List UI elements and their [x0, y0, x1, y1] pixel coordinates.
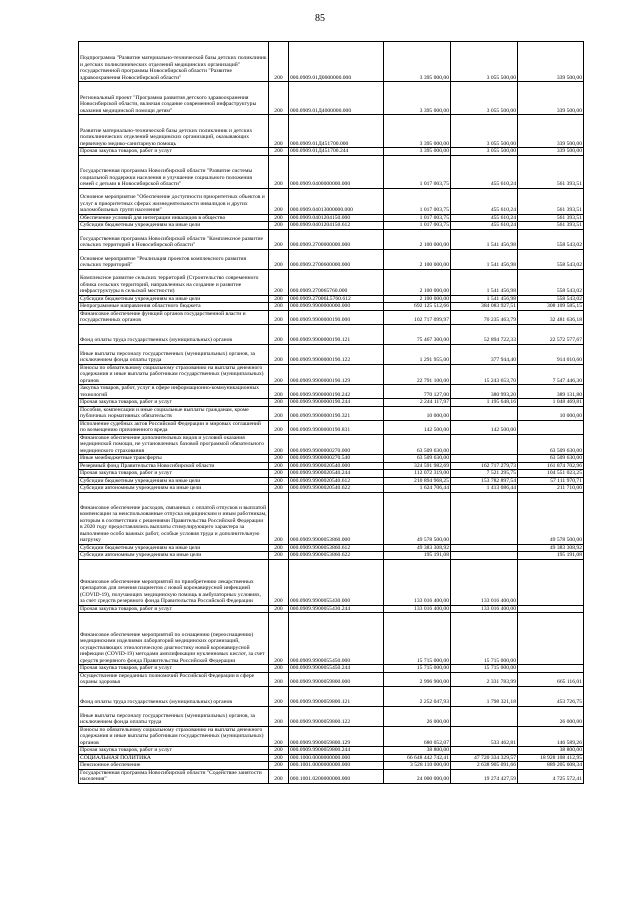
row-unexecuted-amount: 22 572 577,67 [518, 324, 584, 344]
row-classification-code: 000.0909.9900055450.244 [289, 665, 384, 673]
table-row [79, 613, 584, 665]
budget-execution-table [78, 41, 584, 784]
row-code: 200 [269, 295, 289, 303]
table-row [79, 155, 584, 188]
row-name: Прочая закупка товаров, работ и услуг [79, 665, 269, 673]
row-name: Иные межбюджетные трансферты [79, 455, 269, 463]
row-code: 200 [269, 613, 289, 665]
row-executed-amount: 1 798 321,18 [451, 686, 518, 706]
row-name: Прочая закупка товаров, работ и услуг [79, 399, 269, 407]
row-approved-amount: 24 000 000,00 [384, 769, 451, 783]
table-row [79, 148, 584, 156]
row-unexecuted-amount: 10 000,00 [518, 406, 584, 420]
row-classification-code: 000.0909.2700600000.000 [289, 249, 384, 269]
row-code: 200 [269, 544, 289, 552]
row-name: Непрограммные направления областного бюджета [79, 303, 269, 311]
row-approved-amount: 49 578 500,00 [384, 492, 451, 544]
table-row [79, 470, 584, 478]
table-row [79, 249, 584, 269]
row-name: Прочая закупка товаров, работ и услуг [79, 747, 269, 755]
row-approved-amount: 3 395 000,00 [384, 115, 451, 148]
row-executed-amount: 1 541 456,98 [451, 295, 518, 303]
row-approved-amount: 22 791 100,00 [384, 364, 451, 385]
row-unexecuted-amount: 211 710,00 [518, 485, 584, 493]
table-row [79, 229, 584, 249]
table-row [79, 492, 584, 544]
row-approved-amount: 15 715 000,00 [384, 665, 451, 673]
row-executed-amount [451, 455, 518, 463]
table-row [79, 406, 584, 420]
table-row [79, 42, 584, 82]
row-approved-amount: 2 100 000,00 [384, 229, 451, 249]
row-approved-amount: 133 016 400,00 [384, 559, 451, 605]
row-executed-amount: 384 083 927,51 [451, 303, 518, 311]
row-name: СОЦИАЛЬНАЯ ПОЛИТИКА [79, 754, 269, 762]
row-code: 200 [269, 364, 289, 385]
table-row [79, 420, 584, 434]
row-classification-code: 000.0909.9900059800.122 [289, 706, 384, 726]
row-executed-amount: 162 717 279,73 [451, 462, 518, 470]
row-unexecuted-amount [518, 613, 584, 665]
row-classification-code: 000.0909.9900059800.129 [289, 726, 384, 747]
row-name: Государственная программа Новосибирской области "Комплексное развитие сельских территорий в Новосибирской области" [79, 229, 269, 249]
row-approved-amount: 1 624 706,44 [384, 485, 451, 493]
row-approved-amount: 102 717 099,97 [384, 310, 451, 324]
row-code: 200 [269, 214, 289, 222]
row-executed-amount: 133 016 400,00 [451, 605, 518, 613]
row-executed-amount: 3 055 500,00 [451, 115, 518, 148]
row-classification-code: 000.1001.0000000000.000 [289, 762, 384, 770]
table-row [79, 214, 584, 222]
row-executed-amount: 380 993,20 [451, 385, 518, 399]
row-name: Финансовое обеспечение мероприятий по приобретению лекарственных препаратов для лечения пациентов с новой коронавирусной инфекцией (COVID-19), получающих медицинскую помощь в амбулаторных условиях, за счет средств резервного фонда Правительства Российской Федерации [79, 559, 269, 605]
row-executed-amount: 52 894 722,33 [451, 324, 518, 344]
row-executed-amount: 455 610,24 [451, 188, 518, 214]
row-approved-amount: 1 017 003,75 [384, 155, 451, 188]
row-executed-amount: 455 610,24 [451, 155, 518, 188]
row-code: 200 [269, 470, 289, 478]
row-classification-code: 000.0909.0400000000.000 [289, 155, 384, 188]
row-unexecuted-amount: 889 205 608,34 [518, 762, 584, 770]
row-name: Прочая закупка товаров, работ и услуг [79, 470, 269, 478]
row-approved-amount: 2 100 000,00 [384, 295, 451, 303]
row-unexecuted-amount: 665 116,01 [518, 672, 584, 686]
row-name: Иные выплаты персоналу государственных (муниципальных) органов, за исключением фонда оплаты труда [79, 344, 269, 364]
row-approved-amount: 1 017 003,75 [384, 222, 451, 230]
row-executed-amount: 133 016 400,00 [451, 559, 518, 605]
row-unexecuted-amount: 914 010,60 [518, 344, 584, 364]
row-approved-amount: 75 467 300,00 [384, 324, 451, 344]
row-classification-code: 000.0909.9900053860.000 [289, 492, 384, 544]
row-name: Фонд оплаты труда государственных (муниципальных) органов [79, 686, 269, 706]
row-classification-code: 000.0909.9900053860.622 [289, 552, 384, 560]
table-row [79, 769, 584, 783]
row-executed-amount: 1 541 456,98 [451, 229, 518, 249]
row-classification-code: 000.0909.9900020540.244 [289, 470, 384, 478]
row-approved-amount: 63 509 630,00 [384, 434, 451, 455]
row-name: Субсидии автономным учреждениям на иные цели [79, 485, 269, 493]
row-approved-amount: 210 894 968,25 [384, 477, 451, 485]
row-unexecuted-amount: 4 725 572,41 [518, 769, 584, 783]
table-row [79, 310, 584, 324]
row-unexecuted-amount: 7 547 446,30 [518, 364, 584, 385]
row-name: Финансовое обеспечение функций органов государственной власти и государственных органов [79, 310, 269, 324]
row-unexecuted-amount: 32 481 636,18 [518, 310, 584, 324]
table-row [79, 295, 584, 303]
row-name: Закупка товаров, работ, услуг в сфере информационно-коммуникационных технологий [79, 385, 269, 399]
row-code: 200 [269, 385, 289, 399]
row-executed-amount: 3 055 500,00 [451, 42, 518, 82]
row-code: 200 [269, 115, 289, 148]
row-name: Взносы по обязательному социальному страхованию на выплаты денежного содержания и иные выплаты работникам государственных (муниципальных) органов [79, 364, 269, 385]
row-code: 200 [269, 665, 289, 673]
row-code: 200 [269, 155, 289, 188]
table-row [79, 706, 584, 726]
row-classification-code: 000.0909.9900055430.000 [289, 559, 384, 605]
row-unexecuted-amount: 49 578 500,00 [518, 492, 584, 544]
row-classification-code: 000.0909.9900000190.121 [289, 324, 384, 344]
row-classification-code: 000.0909.0401204150.000 [289, 214, 384, 222]
row-unexecuted-amount: 38 800,00 [518, 747, 584, 755]
row-code: 200 [269, 406, 289, 420]
row-executed-amount: 153 782 897,54 [451, 477, 518, 485]
row-name: Субсидии бюджетным учреждениям на иные цели [79, 295, 269, 303]
row-unexecuted-amount: 63 509 630,00 [518, 434, 584, 455]
row-executed-amount: 47 720 334 329,57 [451, 754, 518, 762]
row-name: Финансовое обеспечение мероприятий по оснащению (переоснащению) медицинскими изделиями лабораторий медицинских организаций, осуществляющих этиологическую диагностику новой коронавирусной инфекции (COVID-19) методами амплификации нуклеиновых кислот, за счет средств резервного фонда Правительства Российской Федерации [79, 613, 269, 665]
row-code: 200 [269, 485, 289, 493]
row-executed-amount [451, 406, 518, 420]
row-approved-amount: 2 100 000,00 [384, 249, 451, 269]
row-classification-code: 000.0909.04013000000.000 [289, 188, 384, 214]
row-executed-amount [451, 492, 518, 544]
table-row [79, 303, 584, 311]
row-code: 200 [269, 477, 289, 485]
table-row [79, 605, 584, 613]
row-executed-amount: 1 195 648,16 [451, 399, 518, 407]
row-code: 200 [269, 399, 289, 407]
table-row [79, 364, 584, 385]
row-code: 200 [269, 605, 289, 613]
table-row [79, 544, 584, 552]
table-row [79, 686, 584, 706]
row-unexecuted-amount: 161 874 702,96 [518, 462, 584, 470]
table-row [79, 344, 584, 364]
row-approved-amount: 15 715 000,00 [384, 613, 451, 665]
row-approved-amount: 3 395 000,00 [384, 148, 451, 156]
row-executed-amount: 7 521 295,75 [451, 470, 518, 478]
table-row [79, 665, 584, 673]
row-code: 200 [269, 769, 289, 783]
row-classification-code: 000.0909.9900055450.000 [289, 613, 384, 665]
row-code: 200 [269, 434, 289, 455]
row-unexecuted-amount: 558 543,02 [518, 295, 584, 303]
row-unexecuted-amount: 558 543,02 [518, 269, 584, 295]
row-unexecuted-amount: 339 500,00 [518, 115, 584, 148]
row-approved-amount: 10 000,00 [384, 406, 451, 420]
row-unexecuted-amount [518, 665, 584, 673]
row-classification-code: 000.0909.9900000190.129 [289, 364, 384, 385]
table-row [79, 726, 584, 747]
row-code: 200 [269, 672, 289, 686]
table-row [79, 559, 584, 605]
row-approved-amount: 2 252 047,93 [384, 686, 451, 706]
table-row [79, 385, 584, 399]
row-code: 200 [269, 552, 289, 560]
row-classification-code: 000.0909.27006L5760.612 [289, 295, 384, 303]
row-unexecuted-amount: 146 589,26 [518, 726, 584, 747]
table-row [79, 222, 584, 230]
row-name: Пенсионное обеспечение [79, 762, 269, 770]
row-code: 200 [269, 344, 289, 364]
row-unexecuted-amount: 389 131,80 [518, 385, 584, 399]
row-approved-amount: 66 648 442 742,41 [384, 754, 451, 762]
row-code: 200 [269, 686, 289, 706]
row-code: 200 [269, 706, 289, 726]
row-classification-code: 000.0909.9900053860.612 [289, 544, 384, 552]
table-body [79, 42, 584, 784]
row-executed-amount [451, 434, 518, 455]
row-code: 200 [269, 269, 289, 295]
table-row [79, 462, 584, 470]
row-executed-amount: 19 274 427,59 [451, 769, 518, 783]
row-executed-amount: 3 055 500,00 [451, 82, 518, 115]
row-unexecuted-amount: 26 000,00 [518, 706, 584, 726]
row-executed-amount [451, 552, 518, 560]
table-row [79, 324, 584, 344]
row-classification-code: 000.0909.9900000190.242 [289, 385, 384, 399]
row-code: 200 [269, 420, 289, 434]
row-classification-code: 000.0909.9900000270.540 [289, 455, 384, 463]
row-classification-code: 000.0909.01Д451700.000 [289, 115, 384, 148]
row-name: Фонд оплаты труда государственных (муниципальных) органов [79, 324, 269, 344]
row-name: Государственная программа Новосибирской области "Содействие занятости населения" [79, 769, 269, 783]
row-approved-amount: 692 125 512,66 [384, 303, 451, 311]
row-unexecuted-amount: 339 500,00 [518, 148, 584, 156]
row-executed-amount: 3 055 500,00 [451, 148, 518, 156]
row-code: 200 [269, 492, 289, 544]
page-number: 85 [315, 13, 325, 24]
row-classification-code: 000.0909.01Д451700.244 [289, 148, 384, 156]
row-classification-code: 000.0909.270065760.000 [289, 269, 384, 295]
row-approved-amount: 3 395 000,00 [384, 42, 451, 82]
row-unexecuted-amount: 561 393,51 [518, 222, 584, 230]
row-name: Иные выплаты персоналу государственных (муниципальных) органов, за исключением фонда оплаты труда [79, 706, 269, 726]
row-unexecuted-amount: 558 543,02 [518, 229, 584, 249]
row-classification-code: 000.1000.0000000000.000 [289, 754, 384, 762]
row-executed-amount: 1 413 086,44 [451, 485, 518, 493]
row-approved-amount: 3 528 110 000,00 [384, 762, 451, 770]
row-approved-amount: 1 291 955,00 [384, 344, 451, 364]
row-name: Развитие материально-технической базы детских поликлиник и детских поликлинических отделений медицинских организаций, оказывающих первичную медико-санитарную помощь [79, 115, 269, 148]
row-code: 200 [269, 229, 289, 249]
row-approved-amount: 38 800,00 [384, 747, 451, 755]
row-classification-code: 000.0909.9900020540.000 [289, 462, 384, 470]
row-unexecuted-amount: 18 928 108 412,95 [518, 754, 584, 762]
row-name: Комплексное развитие сельских территорий (Строительство современного облика сельских территорий, направленных на создание и развитие инфраструктуры в сельской местности) [79, 269, 269, 295]
row-executed-amount: 70 235 463,79 [451, 310, 518, 324]
row-classification-code: 000.0909.9900000000.000 [289, 303, 384, 311]
row-unexecuted-amount: 558 543,02 [518, 249, 584, 269]
row-name: Финансовое обеспечение расходов, связанных с оплатой отпусков и выплатой компенсации за неиспользованные отпуска медицинским и иным работникам, которым в соответствии с решениями Правительства Российской Федерации в 2020 году предоставлялись выплаты стимулирующего характера за выполнение особо важных работ, особые условия труда и дополнительную нагрузку [79, 492, 269, 544]
row-code: 200 [269, 747, 289, 755]
row-approved-amount: 3 395 000,00 [384, 82, 451, 115]
row-classification-code: 000.0909.9900055430.244 [289, 605, 384, 613]
row-classification-code: 000.0909.01Д0000000.000 [289, 42, 384, 82]
table-row [79, 747, 584, 755]
table-row [79, 552, 584, 560]
row-name: Осуществление переданных полномочий Российской Федерации в сфере охраны здоровья [79, 672, 269, 686]
row-executed-amount: 533 462,81 [451, 726, 518, 747]
row-executed-amount [451, 747, 518, 755]
table-row [79, 269, 584, 295]
row-name: Подпрограмма "Развитие материально-технической базы детских поликлиник и детских поликлинических отделений медицинских организаций" государственной программы Новосибирской области "Развитие здравоохранения Новосибирской области" [79, 42, 269, 82]
row-unexecuted-amount: 104 551 023,25 [518, 470, 584, 478]
table-row [79, 477, 584, 485]
row-name: Субсидии бюджетным учреждениям на иные цели [79, 544, 269, 552]
row-executed-amount: 377 944,40 [451, 344, 518, 364]
row-unexecuted-amount: 57 111 970,71 [518, 477, 584, 485]
row-code: 200 [269, 82, 289, 115]
table-row [79, 115, 584, 148]
row-executed-amount: 455 610,24 [451, 214, 518, 222]
row-approved-amount: 1 017 003,75 [384, 188, 451, 214]
row-approved-amount: 133 016 400,00 [384, 605, 451, 613]
row-classification-code: 000.0909.9900000190.000 [289, 310, 384, 324]
row-approved-amount: 142 500,00 [384, 420, 451, 434]
table-row [79, 672, 584, 686]
row-unexecuted-amount [518, 559, 584, 605]
row-classification-code: 000.0909.01Д4000000.000 [289, 82, 384, 115]
table-row [79, 82, 584, 115]
row-name: Резервный фонд Правительства Новосибирской области [79, 462, 269, 470]
row-classification-code: 000.0909.2700000000.000 [289, 229, 384, 249]
row-name: Пособия, компенсации и иные социальные выплаты гражданам, кроме публичных нормативных обязательств [79, 406, 269, 420]
row-unexecuted-amount: 453 726,75 [518, 686, 584, 706]
row-unexecuted-amount [518, 420, 584, 434]
row-name: Основное мероприятие "Реализация проектов комплексного развития сельских территорий" [79, 249, 269, 269]
row-name: Субсидии бюджетным учреждениям на иные цели [79, 477, 269, 485]
row-unexecuted-amount: 63 509 630,00 [518, 455, 584, 463]
row-code: 200 [269, 754, 289, 762]
row-code: 200 [269, 324, 289, 344]
row-approved-amount: 770 127,00 [384, 385, 451, 399]
row-classification-code: 000.0909.9900059800.000 [289, 672, 384, 686]
row-classification-code: 000.0909.9900000190.831 [289, 420, 384, 434]
row-approved-amount: 1 017 003,75 [384, 214, 451, 222]
row-approved-amount: 2 100 000,00 [384, 269, 451, 295]
row-code: 200 [269, 726, 289, 747]
row-executed-amount: 2 331 783,99 [451, 672, 518, 686]
row-code: 200 [269, 148, 289, 156]
row-classification-code: 000.0909.0401204150.612 [289, 222, 384, 230]
row-approved-amount: 680 052,07 [384, 726, 451, 747]
row-code: 200 [269, 310, 289, 324]
row-executed-amount: 2 638 905 091,66 [451, 762, 518, 770]
row-name: Прочая закупка товаров, работ и услуг [79, 605, 269, 613]
row-code: 200 [269, 462, 289, 470]
row-executed-amount: 15 243 653,70 [451, 364, 518, 385]
table-row [79, 399, 584, 407]
row-unexecuted-amount: 339 500,00 [518, 82, 584, 115]
row-unexecuted-amount: 1 048 469,81 [518, 399, 584, 407]
row-classification-code: 000.0909.9900020540.612 [289, 477, 384, 485]
row-unexecuted-amount [518, 605, 584, 613]
row-code: 200 [269, 188, 289, 214]
row-code: 200 [269, 42, 289, 82]
table-row [79, 188, 584, 214]
table-row [79, 455, 584, 463]
row-unexecuted-amount: 561 393,51 [518, 188, 584, 214]
row-unexecuted-amount: 561 393,51 [518, 214, 584, 222]
row-code: 200 [269, 559, 289, 605]
row-approved-amount: 195 191,08 [384, 552, 451, 560]
row-classification-code: 000.0909.9900000190.122 [289, 344, 384, 364]
row-executed-amount: 455 610,24 [451, 222, 518, 230]
row-classification-code: 000.0909.9900000190.321 [289, 406, 384, 420]
row-unexecuted-amount: 49 383 308,92 [518, 544, 584, 552]
row-code: 200 [269, 249, 289, 269]
row-name: Субсидии автономным учреждениям на иные цели [79, 552, 269, 560]
row-executed-amount [451, 544, 518, 552]
row-executed-amount: 1 541 456,98 [451, 269, 518, 295]
row-name: Исполнение судебных актов Российской Федерации и мировых соглашений по возмещению причиненного вреда [79, 420, 269, 434]
row-code: 200 [269, 762, 289, 770]
row-executed-amount [451, 706, 518, 726]
row-classification-code: 000.0909.9900059800.121 [289, 686, 384, 706]
row-name: Прочая закупка товаров, работ и услуг [79, 148, 269, 156]
table-row [79, 485, 584, 493]
row-classification-code: 000.0909.9900000190.244 [289, 399, 384, 407]
row-approved-amount: 2 244 117,97 [384, 399, 451, 407]
row-executed-amount: 1 541 456,98 [451, 249, 518, 269]
table-row [79, 762, 584, 770]
row-name: Субсидии бюджетным учреждениям на иные цели [79, 222, 269, 230]
row-approved-amount: 324 591 982,69 [384, 462, 451, 470]
row-code: 200 [269, 455, 289, 463]
row-approved-amount: 63 509 630,00 [384, 455, 451, 463]
row-unexecuted-amount: 308 109 585,15 [518, 303, 584, 311]
table-row [79, 434, 584, 455]
row-name: Государственная программа Новосибирской области "Развитие системы социальной поддержки населения и улучшение социального положения семей с детьми в Новосибирской области" [79, 155, 269, 188]
row-executed-amount: 142 500,00 [451, 420, 518, 434]
row-name: Основное мероприятие "Обеспечение доступности приоритетных объектов и услуг в приоритетных сферах жизнедеятельности инвалидов и других маломобильных групп населения" [79, 188, 269, 214]
row-code: 200 [269, 222, 289, 230]
row-approved-amount: 2 996 900,00 [384, 672, 451, 686]
row-classification-code: 000.0909.9900000270.000 [289, 434, 384, 455]
row-name: Взносы по обязательному социальному страхованию на выплаты денежного содержания и иные выплаты работникам государственных (муниципальных) органов [79, 726, 269, 747]
row-unexecuted-amount: 339 500,00 [518, 42, 584, 82]
row-unexecuted-amount: 561 393,51 [518, 155, 584, 188]
table-row [79, 754, 584, 762]
row-approved-amount: 112 072 319,00 [384, 470, 451, 478]
row-executed-amount: 15 715 000,00 [451, 613, 518, 665]
row-classification-code: 000.0909.9900020540.622 [289, 485, 384, 493]
row-name: Обеспечение условий для интеграции инвалидов в общество [79, 214, 269, 222]
row-code: 200 [269, 303, 289, 311]
row-approved-amount: 49 383 308,92 [384, 544, 451, 552]
row-executed-amount: 15 715 000,00 [451, 665, 518, 673]
row-approved-amount: 26 000,00 [384, 706, 451, 726]
row-unexecuted-amount: 195 191,08 [518, 552, 584, 560]
row-name: Региональный проект "Программа развития детского здравоохранения Новосибирской области, включая создание современной инфраструктуры оказания медицинской помощи детям" [79, 82, 269, 115]
row-name: Финансовое обеспечение дополнительных видов и условий оказания медицинской помощи, не установленных базовой программой обязательного медицинского страхования [79, 434, 269, 455]
row-classification-code: 000.0909.9900059800.244 [289, 747, 384, 755]
row-classification-code: 000.1001.0200000000.000 [289, 769, 384, 783]
